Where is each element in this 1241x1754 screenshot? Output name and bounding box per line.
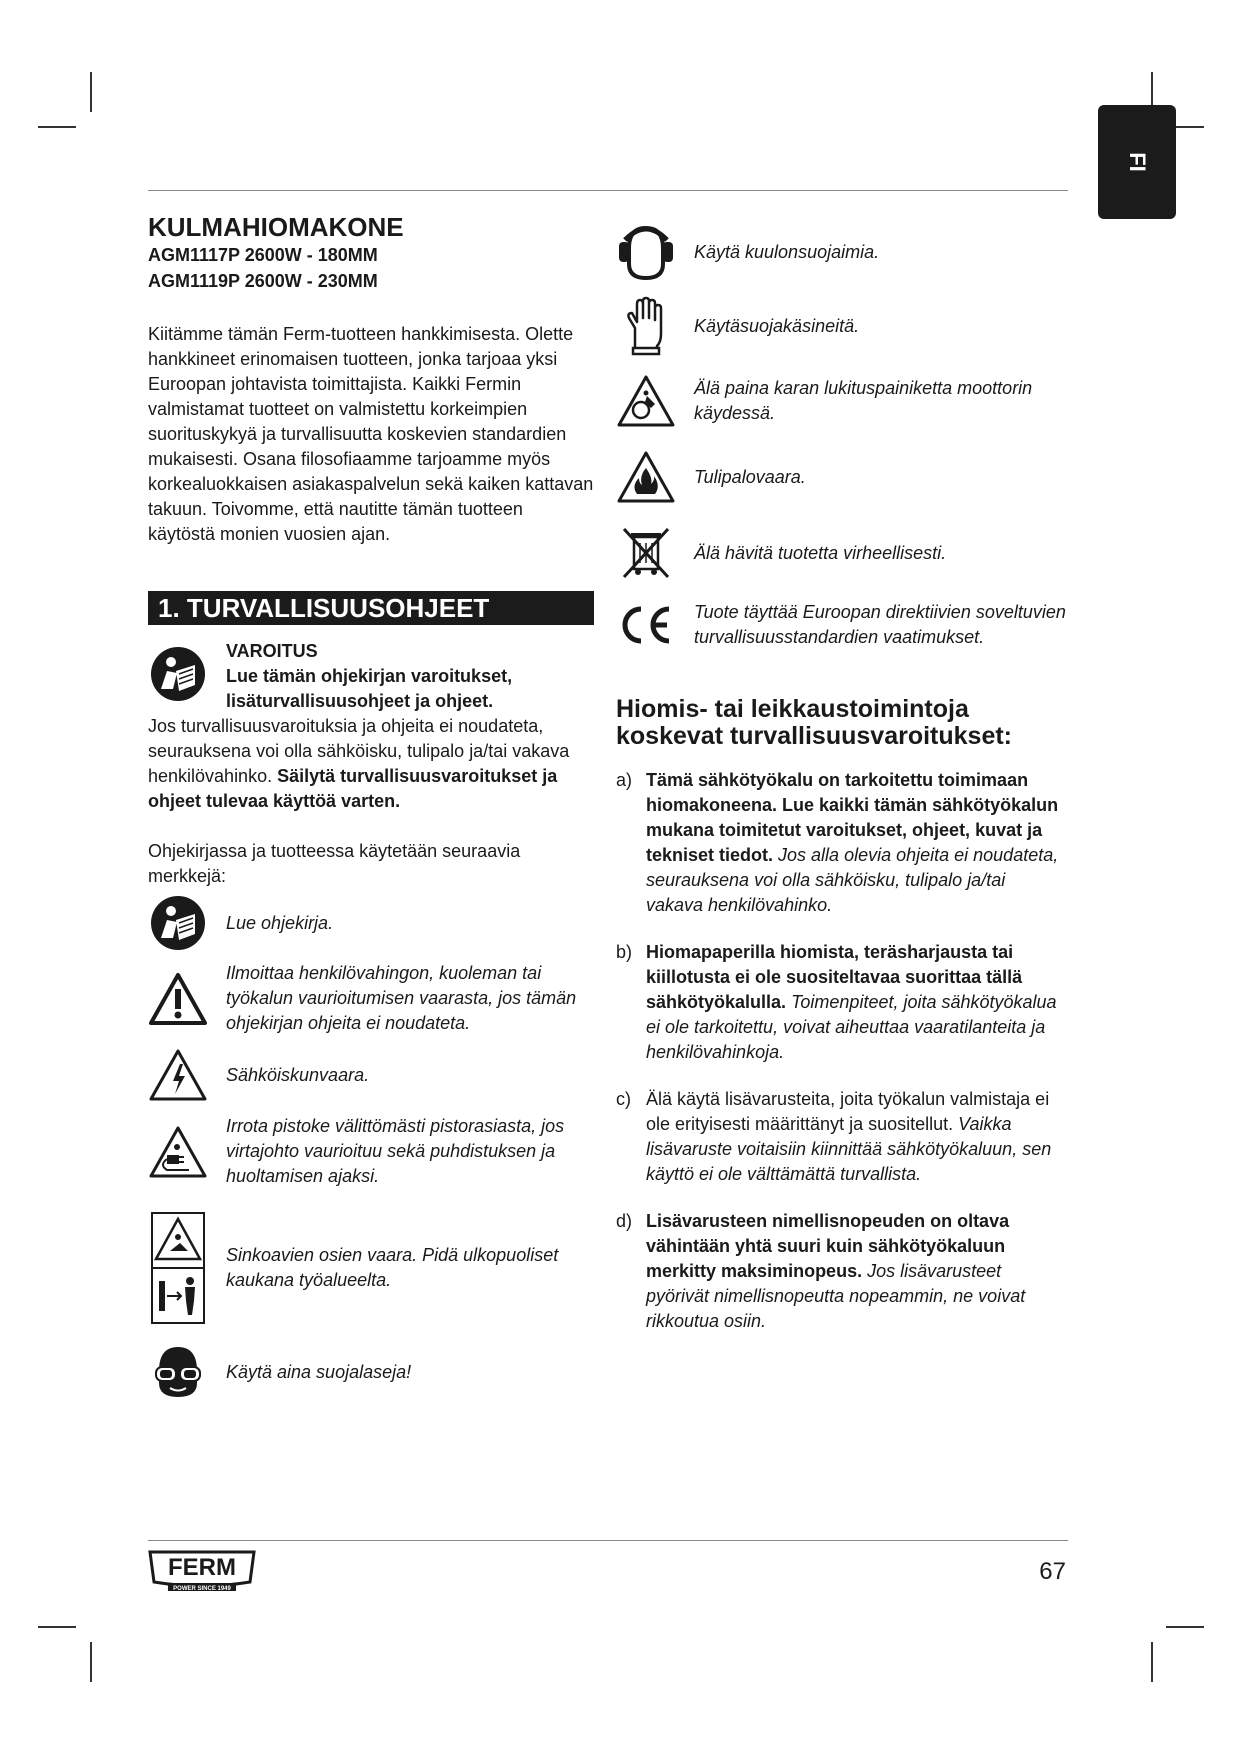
symbol-row <box>616 446 1066 508</box>
page-number: 67 <box>1039 1558 1066 1585</box>
item-italic: Vaikka lisävaruste voitaisiin kiinnittää sähkötyökaluun, sen käyttö ei ole välttämättä turvallista. <box>646 1114 1052 1184</box>
instruction-item <box>616 768 1066 918</box>
symbol-text: Käytä aina suojalaseja! <box>226 1361 412 1382</box>
crop-mark <box>38 1626 76 1628</box>
item-label: d) <box>616 1211 633 1231</box>
model-line: AGM1117P 2600W - 180MM <box>148 245 378 265</box>
crop-mark <box>90 1642 92 1682</box>
crop-mark <box>90 72 92 112</box>
item-bold: Lisävarusteen nimellisnopeuden on oltava vähintään yhtä suuri kuin sähkötyökaluun merkitty maksiminopeus. <box>646 1211 1010 1281</box>
warning-text: Jos turvallisuusvaroituksia ja ohjeita ei noudateta, seurauksena voi olla sähköisku, tulipalo ja/tai vakava henkilövahinko. <box>148 716 570 786</box>
intro-paragraph: Kiitämme tämän Ferm-tuotteen hankkimisesta. Olette hankkineet erinomaisen tuotteen, jonka tarjoaa yksi Euroopan johtavista toimittajista. Kaikki Fermin valmistamat tuotteet on valmistettu korkeimpien suorituskykyä ja turvallisuutta koskevien standardien mukaisesti. Osana filosofiaamme tarjoamme myös korkealuokkaisen asiakaspalvelun sekä kaiken kattavan takuun. Toivomme, että nautitte tämän tuotteen käytöstä monien vuosien ajan. <box>148 324 594 544</box>
instruction-item <box>616 1209 1066 1334</box>
document-title: KULMAHIOMAKONE <box>148 212 404 242</box>
instruction-item <box>616 940 1066 1065</box>
warning-block <box>148 639 594 714</box>
symbol-text: Sinkoavien osien vaara. Pidä ulkopuoliset kaukana työalueelta. <box>226 1245 559 1290</box>
item-italic: Jos alla olevia ohjeita ei noudateta, seurauksena voi olla sähköisku, tulipalo ja/tai vakava henkilövahinko. <box>646 845 1059 915</box>
gloves-icon <box>616 296 676 356</box>
item-bold: Tämä sähkötyökalu on tarkoitettu toimimaan hiomakoneena. Lue kaikki tämän sähkötyökalun mukana toimitetut varoitukset, ohjeet, kuvat ja tekniset tiedot. <box>646 770 1059 865</box>
language-tab <box>1098 105 1176 219</box>
symbol-text: Älä hävitä tuotetta virheellisesti. <box>694 542 947 563</box>
symbol-text: Käytä kuulonsuojaimia. <box>694 241 880 262</box>
item-bold: Hiomapaperilla hiomista, teräsharjausta tai kiillotusta ei ole suositeltavaa suorittaa tällä sähkötyökalulla. <box>646 942 1023 1012</box>
symbol-text: Käytäsuojakäsineitä. <box>694 315 860 336</box>
safety-goggles-icon <box>148 1343 208 1401</box>
symbols-intro: Ohjekirjassa ja tuotteessa käytetään seuraavia merkkejä: <box>148 841 521 886</box>
crop-mark <box>1166 1626 1204 1628</box>
symbol-row <box>616 224 1066 280</box>
symbol-row <box>616 298 1066 354</box>
symbol-row <box>616 600 1066 650</box>
crop-mark <box>1151 1642 1153 1682</box>
item-label: a) <box>616 770 633 790</box>
warning-bold-text: Lue tämän ohjekirjan varoitukset, lisäturvallisuusohjeet ja ohjeet. <box>226 666 513 711</box>
symbol-row <box>148 1114 594 1189</box>
symbol-row <box>148 1048 594 1102</box>
item-label: c) <box>616 1089 631 1109</box>
item-label: b) <box>616 942 633 962</box>
logo-text: FERM <box>168 1554 236 1581</box>
warning-paragraph <box>148 714 594 814</box>
bottom-rule <box>148 1540 1068 1541</box>
language-code: FI <box>1125 152 1150 172</box>
symbol-text: Tulipalovaara. <box>694 466 806 487</box>
warning-heading: VAROITUS <box>226 641 318 661</box>
right-heading: Hiomis- tai leikkaustoimintoja koskevat turvallisuusvaroitukset: <box>616 695 1012 750</box>
symbol-row <box>148 961 594 1036</box>
item-italic: Jos lisävarusteet pyörivät nimellisnopeutta nopeammin, ne voivat rikkoutua osiin. <box>646 1261 1026 1331</box>
warning-triangle-icon <box>148 972 208 1026</box>
symbol-text: Ilmoittaa henkilövahingon, kuoleman tai työkalun vaurioitumisen vaarasta, jos tämän ohjekirjan ohjeita ei noudateta. <box>226 963 577 1033</box>
symbol-row <box>148 1211 594 1325</box>
symbol-text: Sähköiskunvaara. <box>226 1064 370 1085</box>
item-normal: Älä käytä lisävarusteita, joita työkalun valmistaja ei ole erityisesti määrittänyt ja suositellut. <box>646 1089 1050 1134</box>
item-italic: Toimenpiteet, joita sähkötyökalua ei ole tarkoitettu, voivat aiheuttaa vaaratilanteita ja henkilövahinkoja. <box>646 992 1057 1062</box>
read-manual-icon <box>148 894 208 952</box>
symbol-text: Älä paina karan lukituspainiketta moottorin käydessä. <box>694 378 1033 423</box>
unplug-icon <box>148 1125 208 1179</box>
flying-debris-icon <box>148 1211 208 1325</box>
read-manual-icon <box>148 639 208 703</box>
instruction-item <box>616 1087 1066 1187</box>
spindle-lock-icon <box>616 374 676 428</box>
right-column <box>616 224 1066 1334</box>
symbol-text: Lue ohjekirja. <box>226 912 334 933</box>
model-line: AGM1119P 2600W - 230MM <box>148 271 378 291</box>
crop-mark <box>38 126 76 128</box>
weee-bin-icon <box>616 525 676 581</box>
electric-shock-icon <box>148 1048 208 1102</box>
top-rule <box>148 190 1068 191</box>
symbol-row <box>616 374 1066 428</box>
fire-hazard-icon <box>616 450 676 504</box>
symbol-text: Irrota pistoke välittömästi pistorasiasta, jos virtajohto vaurioituu sekä puhdistuksen ja huoltamisen ajaksi. <box>226 1116 565 1186</box>
ear-protection-icon <box>616 222 676 282</box>
left-column <box>148 212 594 1401</box>
ce-mark-icon <box>616 603 676 647</box>
warning-text-bold: Säilytä turvallisuusvaroitukset ja ohjeet tulevaa käyttöä varten. <box>148 766 558 811</box>
symbol-row <box>148 1343 594 1401</box>
section-heading: 1. TURVALLISUUSOHJEET <box>148 591 594 625</box>
symbol-text: Tuote täyttää Euroopan direktiivien soveltuvien turvallisuusstandardien vaatimukset. <box>694 602 1066 647</box>
symbol-row <box>616 522 1066 584</box>
ferm-logo <box>148 1548 256 1592</box>
symbol-row <box>148 895 594 951</box>
logo-tagline: POWER SINCE 1949 <box>173 1586 231 1592</box>
